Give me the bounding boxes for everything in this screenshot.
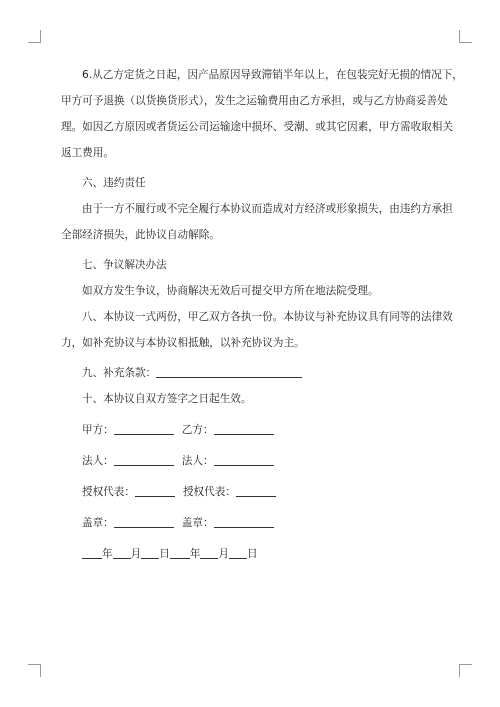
month-label: 月 [218, 548, 229, 560]
supplement-blank-field[interactable] [156, 365, 302, 378]
section-heading-liability: 六、违约责任 [82, 177, 146, 189]
month-label: 月 [130, 548, 142, 560]
liability-paragraph [61, 196, 453, 248]
section-heading-dispute: 七、争议解决办法 [82, 259, 167, 271]
seal-b-label: 盖章： [181, 517, 214, 529]
party-a-label: 甲方： [82, 424, 114, 436]
month-a-field[interactable] [113, 546, 131, 559]
year-label: 年 [189, 548, 201, 560]
signature-row-party [61, 417, 444, 443]
legal-a-field[interactable] [114, 453, 174, 466]
crop-mark-bottom-left [28, 664, 41, 677]
rep-a-label: 授权代表： [82, 486, 135, 498]
paragraph-line: 由于一方不履行或不完全履行本协议而造成对方经济或形象损失，由违约方承担 [82, 203, 453, 215]
effective-clause: 十、本协议自双方签字之日起生效。 [82, 393, 252, 405]
year-label: 年 [102, 548, 113, 560]
crop-mark-top-left [28, 30, 41, 43]
party-b-field[interactable] [214, 422, 274, 435]
day-b-field[interactable] [229, 546, 247, 559]
day-a-field[interactable] [141, 546, 159, 559]
seal-a-label: 盖章： [82, 517, 114, 529]
signature-row-dates [61, 541, 444, 567]
legal-b-label: 法人： [181, 455, 214, 467]
legal-b-field[interactable] [214, 453, 274, 466]
seal-b-field[interactable] [214, 515, 274, 528]
signature-row-legal [61, 448, 444, 474]
rep-b-field[interactable] [236, 484, 276, 497]
year-a-field[interactable] [82, 546, 102, 559]
document-body [61, 62, 463, 567]
paragraph-line: 返工费用。 [61, 147, 114, 159]
party-a-field[interactable] [114, 422, 174, 435]
signature-row-seal [61, 510, 444, 536]
rep-b-label: 授权代表： [182, 486, 236, 498]
crop-mark-bottom-right [459, 664, 472, 677]
year-b-field[interactable] [170, 546, 190, 559]
supplement-label: 九、补充条款： [82, 367, 157, 379]
day-label: 日 [159, 548, 170, 560]
dispute-paragraph: 如双方发生争议，协商解决无效后可提交甲方所在地法院受理。 [82, 285, 379, 297]
paragraph-line: 全部经济损失，此协议自动解除。 [61, 229, 220, 241]
paragraph-line: 甲方可予退换（以货换货形式），发生之运输费用由乙方承担，或与乙方协商妥善处 [61, 95, 448, 107]
paragraph-line: 八、本协议一式两份，甲乙双方各执一份。本协议与补充协议具有同等的法律效 [82, 311, 453, 323]
day-label: 日 [246, 548, 258, 560]
copies-paragraph [61, 304, 453, 356]
supplement-clause [61, 360, 444, 386]
party-b-label: 乙方： [181, 424, 214, 436]
paragraph-line: 6.从乙方定货之日起，因产品原因导致滞销半年以上，在包装完好无损的情况下， [82, 69, 463, 81]
paragraph-line: 理。如因乙方原因或者货运公司运输途中损坏、受潮、或其它因素，甲方需收取相关 [61, 121, 453, 133]
rep-a-field[interactable] [135, 484, 175, 497]
seal-a-field[interactable] [114, 515, 174, 528]
legal-a-label: 法人： [82, 455, 114, 467]
crop-mark-top-right [459, 30, 472, 43]
month-b-field[interactable] [200, 546, 218, 559]
signature-row-representative [61, 479, 444, 505]
paragraph-line: 力，如补充协议与本协议相抵触，以补充协议为主。 [61, 337, 305, 349]
clause-6-return-policy [61, 62, 463, 166]
